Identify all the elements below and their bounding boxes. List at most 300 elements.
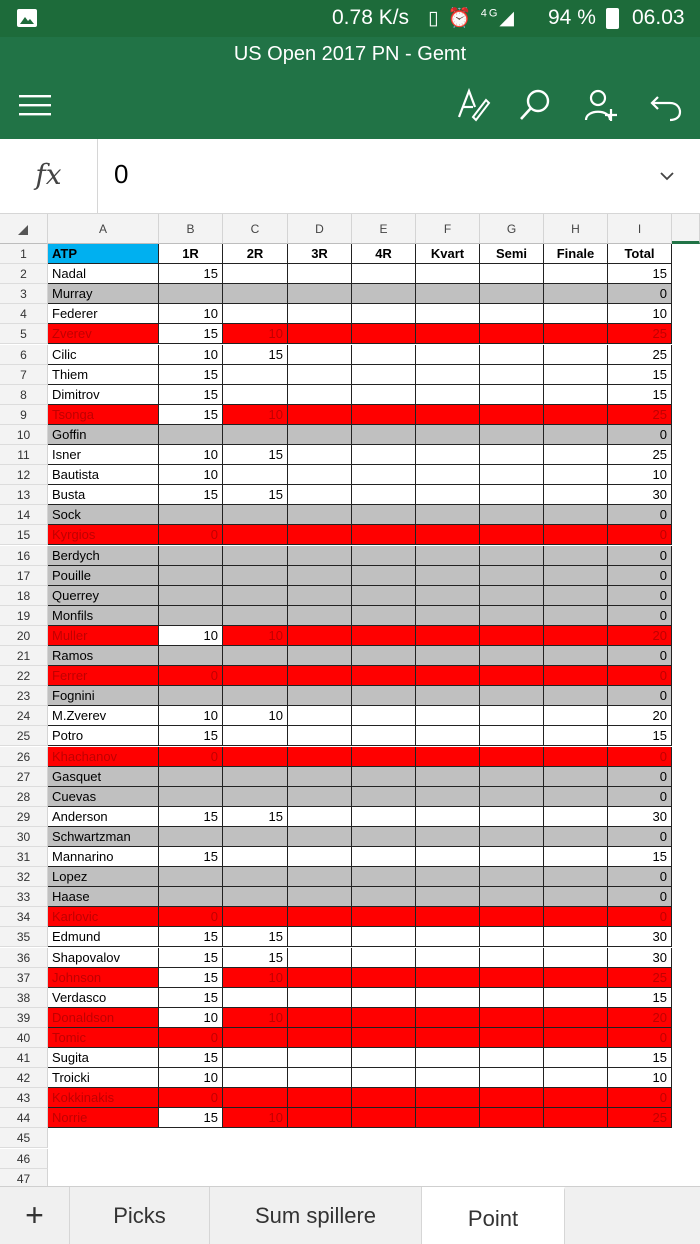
table-cell[interactable] (416, 586, 480, 606)
table-cell[interactable] (416, 666, 480, 686)
player-name-cell[interactable]: Shapovalov (48, 948, 159, 968)
round1-cell[interactable] (159, 787, 223, 807)
table-cell[interactable] (480, 405, 544, 425)
row-header[interactable]: 9 (0, 405, 48, 425)
table-cell[interactable] (480, 485, 544, 505)
row-header[interactable]: 18 (0, 586, 48, 606)
table-cell[interactable] (416, 827, 480, 847)
fx-button[interactable]: fx (0, 139, 98, 213)
table-cell[interactable] (544, 787, 608, 807)
table-cell[interactable] (288, 485, 352, 505)
round2-cell[interactable] (223, 666, 288, 686)
player-name-cell[interactable]: Sugita (48, 1048, 159, 1068)
table-cell[interactable] (544, 566, 608, 586)
round2-cell[interactable] (223, 1088, 288, 1108)
table-cell[interactable] (352, 646, 416, 666)
table-cell[interactable] (544, 867, 608, 887)
total-cell[interactable]: 0 (608, 887, 672, 907)
column-header-d[interactable]: D (288, 214, 352, 244)
table-cell[interactable] (352, 1088, 416, 1108)
table-cell[interactable] (416, 264, 480, 284)
round2-cell[interactable]: 10 (223, 706, 288, 726)
round2-cell[interactable] (223, 304, 288, 324)
table-cell[interactable] (544, 1108, 608, 1128)
table-cell[interactable] (416, 425, 480, 445)
total-cell[interactable]: 0 (608, 425, 672, 445)
round1-cell[interactable]: 15 (159, 1108, 223, 1128)
table-cell[interactable] (352, 284, 416, 304)
round1-cell[interactable]: 15 (159, 405, 223, 425)
row-header[interactable]: 16 (0, 546, 48, 566)
table-cell[interactable] (352, 465, 416, 485)
table-cell[interactable] (480, 1068, 544, 1088)
round1-cell[interactable] (159, 284, 223, 304)
table-cell[interactable] (544, 666, 608, 686)
table-cell[interactable] (544, 1068, 608, 1088)
table-cell[interactable] (288, 907, 352, 927)
round1-cell[interactable] (159, 546, 223, 566)
table-cell[interactable] (416, 907, 480, 927)
table-cell[interactable] (288, 988, 352, 1008)
round2-cell[interactable] (223, 546, 288, 566)
total-cell[interactable]: 0 (608, 505, 672, 525)
total-cell[interactable]: 0 (608, 787, 672, 807)
total-cell[interactable]: 0 (608, 686, 672, 706)
total-cell[interactable]: 25 (608, 445, 672, 465)
player-name-cell[interactable]: Dimitrov (48, 385, 159, 405)
row-header[interactable]: 38 (0, 988, 48, 1008)
round1-cell[interactable]: 10 (159, 1008, 223, 1028)
round1-cell[interactable]: 15 (159, 927, 223, 947)
table-cell[interactable] (480, 525, 544, 545)
round2-cell[interactable] (223, 525, 288, 545)
tab-point[interactable]: Point (422, 1187, 565, 1244)
row-header[interactable]: 5 (0, 324, 48, 344)
table-cell[interactable] (288, 1028, 352, 1048)
player-name-cell[interactable]: Kyrgios (48, 525, 159, 545)
table-cell[interactable] (544, 948, 608, 968)
table-cell[interactable] (480, 807, 544, 827)
spreadsheet-grid[interactable] (0, 214, 700, 1186)
table-cell[interactable] (480, 1048, 544, 1068)
round1-cell[interactable]: 15 (159, 847, 223, 867)
player-name-cell[interactable]: Berdych (48, 546, 159, 566)
round1-cell[interactable] (159, 887, 223, 907)
table-cell[interactable] (480, 566, 544, 586)
total-cell[interactable]: 15 (608, 365, 672, 385)
table-cell[interactable] (288, 586, 352, 606)
total-cell[interactable]: 0 (608, 767, 672, 787)
round2-cell[interactable] (223, 586, 288, 606)
table-cell[interactable] (288, 385, 352, 405)
total-cell[interactable]: 0 (608, 284, 672, 304)
round1-cell[interactable]: 15 (159, 988, 223, 1008)
table-cell[interactable] (288, 284, 352, 304)
total-cell[interactable]: 15 (608, 385, 672, 405)
round1-cell[interactable]: 15 (159, 968, 223, 988)
row-header[interactable]: 2 (0, 264, 48, 284)
round2-cell[interactable] (223, 385, 288, 405)
table-cell[interactable] (480, 646, 544, 666)
table-cell[interactable] (544, 1048, 608, 1068)
table-cell[interactable] (352, 847, 416, 867)
table-cell[interactable] (288, 747, 352, 767)
table-cell[interactable] (352, 304, 416, 324)
header-cell-d[interactable]: 3R (288, 244, 352, 264)
player-name-cell[interactable]: Murray (48, 284, 159, 304)
table-cell[interactable] (288, 405, 352, 425)
table-cell[interactable] (544, 284, 608, 304)
round1-cell[interactable] (159, 827, 223, 847)
table-cell[interactable] (480, 948, 544, 968)
table-cell[interactable] (544, 505, 608, 525)
row-header[interactable]: 23 (0, 686, 48, 706)
round2-cell[interactable]: 15 (223, 807, 288, 827)
row-header[interactable]: 47 (0, 1169, 48, 1186)
player-name-cell[interactable]: Monfils (48, 606, 159, 626)
table-cell[interactable] (480, 747, 544, 767)
total-cell[interactable]: 0 (608, 1028, 672, 1048)
player-name-cell[interactable]: Verdasco (48, 988, 159, 1008)
round2-cell[interactable] (223, 787, 288, 807)
total-cell[interactable]: 15 (608, 1048, 672, 1068)
player-name-cell[interactable]: Ferrer (48, 666, 159, 686)
table-cell[interactable] (416, 1008, 480, 1028)
total-cell[interactable]: 30 (608, 485, 672, 505)
table-cell[interactable] (480, 847, 544, 867)
table-cell[interactable] (480, 505, 544, 525)
player-name-cell[interactable]: Edmund (48, 927, 159, 947)
total-cell[interactable]: 0 (608, 546, 672, 566)
table-cell[interactable] (288, 807, 352, 827)
player-name-cell[interactable]: Haase (48, 887, 159, 907)
header-cell-h[interactable]: Finale (544, 244, 608, 264)
table-cell[interactable] (544, 385, 608, 405)
row-header[interactable]: 19 (0, 606, 48, 626)
player-name-cell[interactable]: Gasquet (48, 767, 159, 787)
round1-cell[interactable]: 0 (159, 1088, 223, 1108)
total-cell[interactable]: 20 (608, 706, 672, 726)
round2-cell[interactable] (223, 606, 288, 626)
total-cell[interactable]: 30 (608, 927, 672, 947)
round1-cell[interactable]: 10 (159, 345, 223, 365)
total-cell[interactable]: 0 (608, 1088, 672, 1108)
row-header[interactable]: 37 (0, 968, 48, 988)
round1-cell[interactable]: 15 (159, 726, 223, 746)
table-cell[interactable] (352, 1028, 416, 1048)
table-cell[interactable] (352, 807, 416, 827)
round1-cell[interactable]: 0 (159, 907, 223, 927)
table-cell[interactable] (352, 827, 416, 847)
table-cell[interactable] (288, 445, 352, 465)
total-cell[interactable]: 20 (608, 626, 672, 646)
round1-cell[interactable] (159, 606, 223, 626)
table-cell[interactable] (352, 525, 416, 545)
tab-sum-spillere[interactable]: Sum spillere (210, 1187, 422, 1244)
table-cell[interactable] (544, 1088, 608, 1108)
table-cell[interactable] (288, 264, 352, 284)
table-cell[interactable] (416, 1028, 480, 1048)
table-cell[interactable] (544, 646, 608, 666)
player-name-cell[interactable]: Bautista (48, 465, 159, 485)
player-name-cell[interactable]: Sock (48, 505, 159, 525)
column-header-extra[interactable] (672, 214, 700, 244)
table-cell[interactable] (480, 988, 544, 1008)
player-name-cell[interactable]: Schwartzman (48, 827, 159, 847)
table-cell[interactable] (480, 787, 544, 807)
player-name-cell[interactable]: M.Zverev (48, 706, 159, 726)
table-cell[interactable] (416, 1108, 480, 1128)
add-person-icon[interactable] (583, 87, 619, 123)
table-cell[interactable] (544, 324, 608, 344)
header-cell-a[interactable]: ATP (48, 244, 159, 264)
total-cell[interactable]: 15 (608, 264, 672, 284)
row-header[interactable]: 33 (0, 887, 48, 907)
player-name-cell[interactable]: Nadal (48, 264, 159, 284)
table-cell[interactable] (288, 425, 352, 445)
table-cell[interactable] (416, 405, 480, 425)
table-cell[interactable] (352, 968, 416, 988)
table-cell[interactable] (544, 927, 608, 947)
round1-cell[interactable] (159, 686, 223, 706)
table-cell[interactable] (352, 887, 416, 907)
row-header[interactable]: 41 (0, 1048, 48, 1068)
round1-cell[interactable] (159, 646, 223, 666)
table-cell[interactable] (288, 546, 352, 566)
round2-cell[interactable] (223, 988, 288, 1008)
table-cell[interactable] (416, 726, 480, 746)
round2-cell[interactable] (223, 827, 288, 847)
total-cell[interactable]: 0 (608, 646, 672, 666)
table-cell[interactable] (352, 606, 416, 626)
total-cell[interactable]: 30 (608, 948, 672, 968)
row-header[interactable]: 42 (0, 1068, 48, 1088)
round2-cell[interactable] (223, 1048, 288, 1068)
table-cell[interactable] (544, 706, 608, 726)
table-cell[interactable] (416, 887, 480, 907)
table-cell[interactable] (544, 485, 608, 505)
table-cell[interactable] (544, 304, 608, 324)
player-name-cell[interactable]: Mannarino (48, 847, 159, 867)
round2-cell[interactable] (223, 1068, 288, 1088)
chevron-down-icon[interactable] (660, 169, 674, 183)
table-cell[interactable] (352, 726, 416, 746)
table-cell[interactable] (288, 646, 352, 666)
table-cell[interactable] (480, 887, 544, 907)
table-cell[interactable] (544, 887, 608, 907)
player-name-cell[interactable]: Karlovic (48, 907, 159, 927)
player-name-cell[interactable]: Pouille (48, 566, 159, 586)
table-cell[interactable] (352, 345, 416, 365)
table-cell[interactable] (544, 546, 608, 566)
table-cell[interactable] (288, 827, 352, 847)
row-header[interactable]: 22 (0, 666, 48, 686)
table-cell[interactable] (416, 465, 480, 485)
round2-cell[interactable] (223, 365, 288, 385)
player-name-cell[interactable]: Isner (48, 445, 159, 465)
row-header[interactable]: 17 (0, 566, 48, 586)
table-cell[interactable] (544, 405, 608, 425)
row-header[interactable]: 11 (0, 445, 48, 465)
player-name-cell[interactable]: Busta (48, 485, 159, 505)
table-cell[interactable] (288, 968, 352, 988)
table-cell[interactable] (544, 465, 608, 485)
table-cell[interactable] (416, 626, 480, 646)
table-cell[interactable] (288, 1108, 352, 1128)
table-cell[interactable] (544, 907, 608, 927)
round1-cell[interactable]: 10 (159, 445, 223, 465)
table-cell[interactable] (416, 847, 480, 867)
table-cell[interactable] (480, 445, 544, 465)
player-name-cell[interactable]: Goffin (48, 425, 159, 445)
table-cell[interactable] (288, 505, 352, 525)
row-header[interactable]: 13 (0, 485, 48, 505)
round1-cell[interactable]: 15 (159, 365, 223, 385)
table-cell[interactable] (288, 324, 352, 344)
table-cell[interactable] (352, 264, 416, 284)
table-cell[interactable] (352, 747, 416, 767)
table-cell[interactable] (416, 988, 480, 1008)
table-cell[interactable] (480, 284, 544, 304)
table-cell[interactable] (416, 445, 480, 465)
formula-input[interactable]: 0 (114, 159, 129, 189)
table-cell[interactable] (352, 867, 416, 887)
table-cell[interactable] (416, 284, 480, 304)
table-cell[interactable] (416, 304, 480, 324)
table-cell[interactable] (544, 365, 608, 385)
round1-cell[interactable]: 0 (159, 666, 223, 686)
table-cell[interactable] (544, 847, 608, 867)
table-cell[interactable] (416, 566, 480, 586)
total-cell[interactable]: 0 (608, 606, 672, 626)
player-name-cell[interactable]: Donaldson (48, 1008, 159, 1028)
row-header[interactable]: 32 (0, 867, 48, 887)
table-cell[interactable] (544, 586, 608, 606)
table-cell[interactable] (352, 927, 416, 947)
table-cell[interactable] (416, 365, 480, 385)
table-cell[interactable] (288, 706, 352, 726)
row-header-1[interactable]: 1 (0, 244, 48, 264)
round1-cell[interactable] (159, 566, 223, 586)
row-header[interactable]: 21 (0, 646, 48, 666)
round2-cell[interactable]: 15 (223, 948, 288, 968)
total-cell[interactable]: 10 (608, 1068, 672, 1088)
table-cell[interactable] (416, 385, 480, 405)
table-cell[interactable] (480, 345, 544, 365)
table-cell[interactable] (416, 606, 480, 626)
column-header-i[interactable]: I (608, 214, 672, 244)
total-cell[interactable]: 0 (608, 747, 672, 767)
column-header-c[interactable]: C (223, 214, 288, 244)
row-header[interactable]: 24 (0, 706, 48, 726)
row-header[interactable]: 7 (0, 365, 48, 385)
table-cell[interactable] (480, 264, 544, 284)
round2-cell[interactable] (223, 887, 288, 907)
round1-cell[interactable]: 10 (159, 626, 223, 646)
table-cell[interactable] (480, 907, 544, 927)
row-header[interactable]: 35 (0, 927, 48, 947)
table-cell[interactable] (352, 365, 416, 385)
table-cell[interactable] (416, 807, 480, 827)
table-cell[interactable] (416, 646, 480, 666)
table-cell[interactable] (544, 827, 608, 847)
player-name-cell[interactable]: Thiem (48, 365, 159, 385)
total-cell[interactable]: 0 (608, 907, 672, 927)
round1-cell[interactable]: 15 (159, 1048, 223, 1068)
table-cell[interactable] (352, 666, 416, 686)
header-cell-b[interactable]: 1R (159, 244, 223, 264)
round2-cell[interactable] (223, 747, 288, 767)
row-header[interactable]: 31 (0, 847, 48, 867)
player-name-cell[interactable]: Cuevas (48, 787, 159, 807)
round2-cell[interactable]: 10 (223, 1108, 288, 1128)
header-cell-c[interactable]: 2R (223, 244, 288, 264)
table-cell[interactable] (416, 787, 480, 807)
round1-cell[interactable]: 0 (159, 1028, 223, 1048)
round1-cell[interactable] (159, 586, 223, 606)
table-cell[interactable] (288, 847, 352, 867)
player-name-cell[interactable]: Norrie (48, 1108, 159, 1128)
total-cell[interactable]: 25 (608, 324, 672, 344)
table-cell[interactable] (288, 767, 352, 787)
table-cell[interactable] (480, 706, 544, 726)
player-name-cell[interactable]: Lopez (48, 867, 159, 887)
round1-cell[interactable]: 0 (159, 525, 223, 545)
round1-cell[interactable]: 15 (159, 385, 223, 405)
table-cell[interactable] (352, 907, 416, 927)
column-header-h[interactable]: H (544, 214, 608, 244)
table-cell[interactable] (480, 385, 544, 405)
row-header[interactable]: 44 (0, 1108, 48, 1128)
total-cell[interactable]: 0 (608, 586, 672, 606)
table-cell[interactable] (288, 345, 352, 365)
round1-cell[interactable]: 10 (159, 304, 223, 324)
row-header[interactable]: 29 (0, 807, 48, 827)
table-cell[interactable] (480, 1108, 544, 1128)
table-cell[interactable] (416, 927, 480, 947)
round1-cell[interactable]: 10 (159, 706, 223, 726)
row-header[interactable]: 43 (0, 1088, 48, 1108)
player-name-cell[interactable]: Tomic (48, 1028, 159, 1048)
round1-cell[interactable] (159, 425, 223, 445)
table-cell[interactable] (288, 1068, 352, 1088)
table-cell[interactable] (352, 948, 416, 968)
round2-cell[interactable] (223, 425, 288, 445)
total-cell[interactable]: 25 (608, 405, 672, 425)
table-cell[interactable] (288, 887, 352, 907)
table-cell[interactable] (544, 726, 608, 746)
column-header-a[interactable]: A (48, 214, 159, 244)
table-cell[interactable] (544, 1008, 608, 1028)
total-cell[interactable]: 0 (608, 666, 672, 686)
total-cell[interactable]: 15 (608, 847, 672, 867)
row-header[interactable]: 14 (0, 505, 48, 525)
header-cell-f[interactable]: Kvart (416, 244, 480, 264)
table-cell[interactable] (544, 425, 608, 445)
total-cell[interactable]: 10 (608, 304, 672, 324)
table-cell[interactable] (544, 606, 608, 626)
table-cell[interactable] (352, 1008, 416, 1028)
table-cell[interactable] (544, 767, 608, 787)
table-cell[interactable] (288, 1008, 352, 1028)
table-cell[interactable] (288, 666, 352, 686)
player-name-cell[interactable]: Khachanov (48, 747, 159, 767)
table-cell[interactable] (352, 324, 416, 344)
tab-picks[interactable]: Picks (70, 1187, 210, 1244)
player-name-cell[interactable]: Tsonga (48, 405, 159, 425)
round2-cell[interactable]: 15 (223, 485, 288, 505)
table-cell[interactable] (416, 505, 480, 525)
